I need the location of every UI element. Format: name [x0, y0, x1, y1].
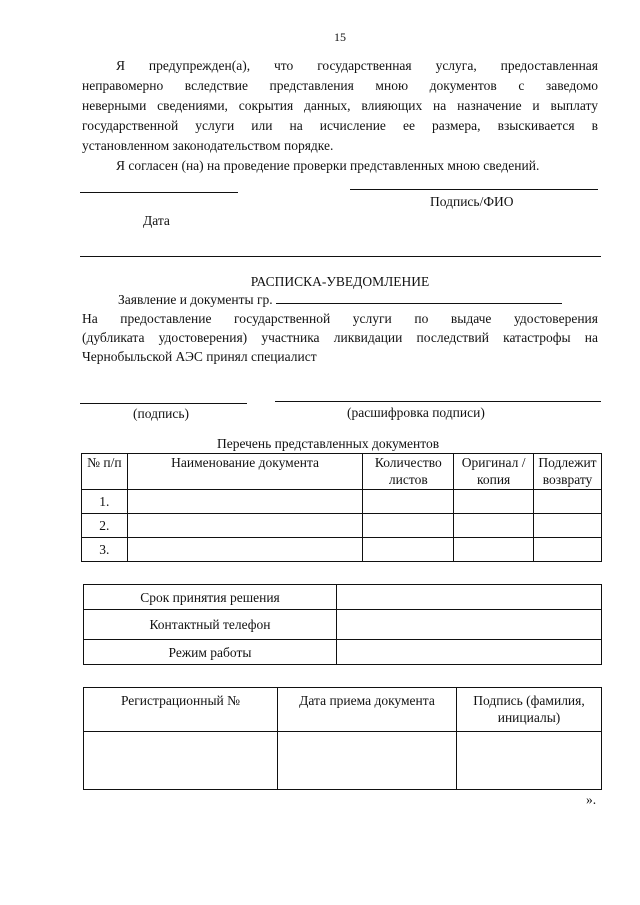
registration-table: [83, 687, 602, 790]
col-name-header: Наименование документа: [127, 454, 363, 490]
warning-line: государственной услуги или на исчисление ее размера, взыскивается в: [82, 118, 598, 133]
row-number: 2.: [82, 514, 128, 538]
cell: [337, 585, 602, 610]
table-row: [84, 640, 602, 665]
closing-quote: ».: [586, 792, 597, 807]
cell: [534, 514, 602, 538]
receipt-body: [82, 309, 598, 366]
warning-line: установленном законодательством порядке.: [82, 138, 334, 153]
docs-table-caption: Перечень представленных документов: [217, 436, 440, 451]
table-header-row: [82, 454, 602, 490]
table-row: [82, 490, 602, 514]
cell: [127, 514, 363, 538]
cell: [278, 732, 457, 790]
reg-number-header: Регистрационный №: [84, 688, 278, 732]
table-row: [82, 514, 602, 538]
col-return-header: Подлежит возврату: [534, 454, 602, 490]
applicant-name-blank: [276, 303, 562, 304]
contact-phone-label: Контактный телефон: [84, 610, 337, 640]
specialist-signature-line: [80, 403, 247, 404]
cell: [534, 490, 602, 514]
signature-label: Подпись/ФИО: [430, 194, 514, 209]
specialist-name-line: [275, 401, 601, 402]
row-number: 1.: [82, 490, 128, 514]
receipt-date-header: Дата приема документа: [278, 688, 457, 732]
warning-paragraph: [82, 56, 598, 156]
row-number: 3.: [82, 538, 128, 562]
cell: [363, 490, 454, 514]
table-row: [84, 732, 602, 790]
decision-term-label: Срок принятия решения: [84, 585, 337, 610]
warning-line: Я предупрежден(а), что государственная услуга, предоставленная: [116, 58, 598, 73]
table-row: [84, 610, 602, 640]
signature-line: [350, 189, 598, 190]
cell: [454, 490, 534, 514]
date-label: Дата: [143, 213, 170, 228]
date-line: [80, 192, 238, 193]
cell: [127, 490, 363, 514]
receipt-line: На предоставление государственной услуги по выдаче удостоверения: [82, 311, 598, 326]
cell: [84, 732, 278, 790]
cell: [363, 514, 454, 538]
table-row: [82, 538, 602, 562]
cell: [454, 514, 534, 538]
cell: [337, 640, 602, 665]
cell: [534, 538, 602, 562]
col-count-header: Количество листов: [363, 454, 454, 490]
receipt-line: Чернобыльской АЭС принял специалист: [82, 349, 317, 364]
documents-table: [81, 453, 602, 562]
cell: [337, 610, 602, 640]
info-table: [83, 584, 602, 665]
separator-line: [80, 256, 601, 257]
table-header-row: [84, 688, 602, 732]
warning-line: неверными сведениями, сокрытия данных, влияющих на назначение и выплату: [82, 98, 598, 113]
work-hours-label: Режим работы: [84, 640, 337, 665]
cell: [454, 538, 534, 562]
receipt-title: РАСПИСКА-УВЕДОМЛЕНИЕ: [250, 274, 430, 289]
applicant-prefix: Заявление и документы гр.: [118, 292, 273, 307]
receipt-line: (дубликата удостоверения) участника ликвидации последствий катастрофы на: [82, 330, 598, 345]
page-number: 15: [334, 30, 346, 44]
signature-caption: (подпись): [133, 406, 190, 421]
col-original-header: Оригинал /копия: [454, 454, 534, 490]
warning-line: неправомерно вследствие представления мною документов с заведомо: [82, 78, 598, 93]
cell: [363, 538, 454, 562]
col-number-header: № п/п: [82, 454, 128, 490]
table-row: [84, 585, 602, 610]
signature-header: Подпись (фамилия, инициалы): [457, 688, 602, 732]
cell: [457, 732, 602, 790]
consent-paragraph: Я согласен (на) на проведение проверки представленных мною сведений.: [116, 158, 540, 173]
applicant-line: [118, 292, 598, 308]
cell: [127, 538, 363, 562]
decode-caption: (расшифровка подписи): [347, 405, 485, 420]
